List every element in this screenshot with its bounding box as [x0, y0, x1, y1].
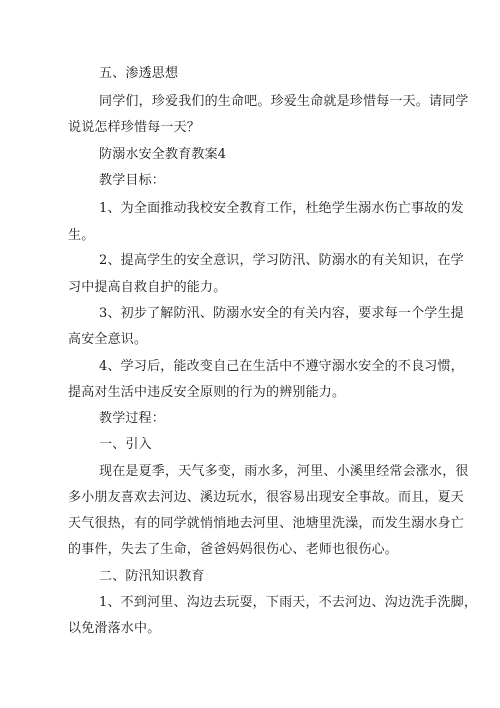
- paragraph-line: 3、初步了解防汛、防溺水安全的有关内容，要求每一个学生提: [99, 306, 464, 321]
- paragraph-line: 的事件，失去了生命，爸爸妈妈很伤心、老师也很伤心。: [68, 542, 399, 557]
- goals-heading: 教学目标：: [99, 173, 166, 188]
- paragraph-line: 1、为全面推动我校安全教育工作，杜绝学生溺水伤亡事故的发: [99, 201, 464, 216]
- paragraph-line: 现在是夏季，天气多变，雨水多，河里、小溪里经常会涨水，很: [99, 464, 469, 479]
- paragraph-line: 4、学习后，能改变自己在生活中不遵守溺水安全的不良习惯，: [99, 359, 464, 374]
- section5-heading: 五、渗透思想: [99, 66, 179, 81]
- paragraph-line: 同学们，珍爱我们的生命吧。珍爱生命就是珍惜每一天。请同学: [99, 94, 469, 109]
- paragraph-line: 生。: [68, 228, 95, 243]
- plan-title: 防溺水安全教育教案4: [99, 147, 227, 162]
- paragraph-line: 说说怎样珍惜每一天？: [68, 120, 201, 135]
- flood-heading: 二、防汛知识教育: [99, 569, 205, 584]
- paragraph-line: 1、不到河里、沟边去玩耍，下雨天，不去河边、沟边洗手洗脚，: [99, 595, 478, 610]
- paragraph-line: 提高对生活中违反安全原则的行为的辨别能力。: [68, 385, 346, 400]
- process-heading: 教学过程：: [99, 411, 166, 426]
- paragraph-line: 高安全意识。: [68, 332, 148, 347]
- paragraph-line: 以免滑落水中。: [68, 621, 161, 636]
- paragraph-line: 多小朋友喜欢去河边、溪边玩水，很容易出现安全事故。而且，夏天: [68, 490, 465, 505]
- paragraph-line: 天气很热，有的同学就悄悄地去河里、池塘里洗澡，而发生溺水身亡: [68, 516, 465, 531]
- intro-heading: 一、引入: [99, 437, 152, 452]
- paragraph-line: 习中提高自救自护的能力。: [68, 280, 227, 295]
- paragraph-line: 2、提高学生的安全意识，学习防汛、防溺水的有关知识，在学: [99, 253, 464, 268]
